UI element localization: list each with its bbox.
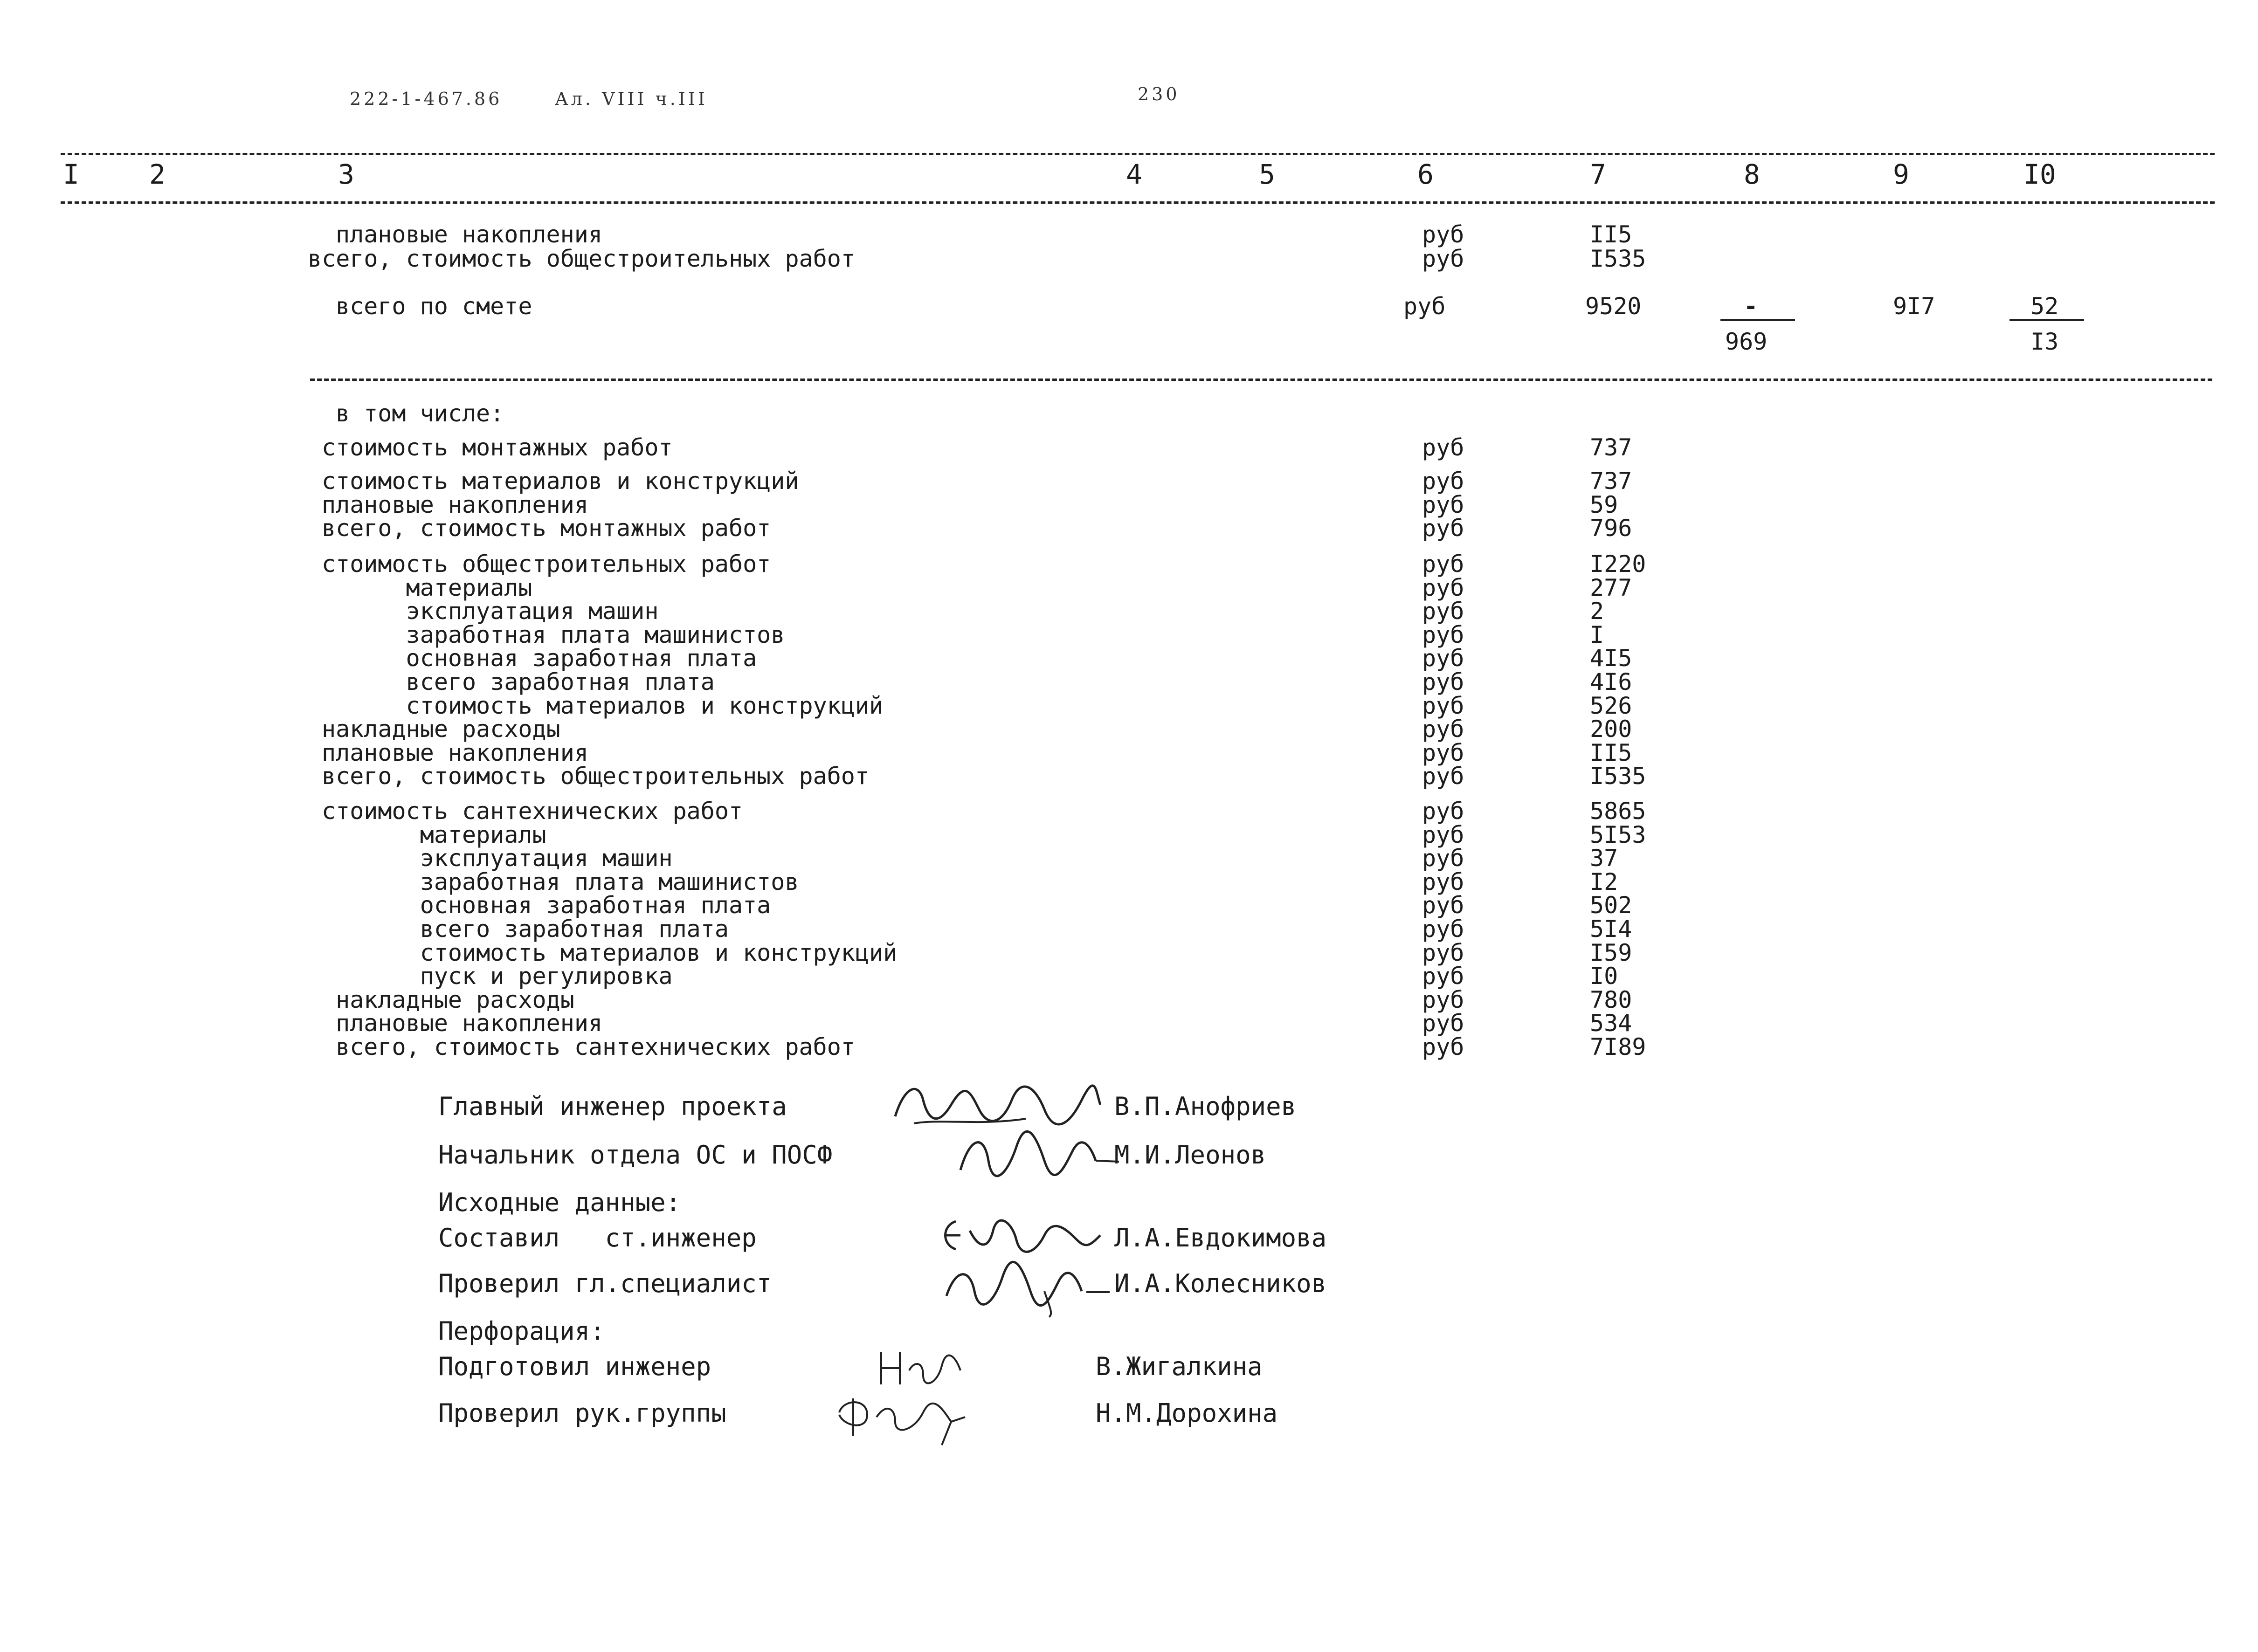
row-unit: руб — [1422, 845, 1464, 872]
row-label: всего заработная плата — [322, 915, 729, 943]
row-unit: руб — [1422, 621, 1464, 648]
row-unit: руб — [1422, 868, 1464, 895]
row-value: 5I53 — [1590, 821, 1646, 848]
header-bottom-rule — [61, 201, 2215, 204]
row-label: заработная плата машинистов — [322, 868, 799, 895]
total-unit: руб — [1403, 293, 1446, 320]
row-value: 780 — [1590, 986, 1632, 1013]
row-value: 2 — [1590, 598, 1604, 625]
row-unit: руб — [1422, 491, 1464, 518]
compiled-name: Л.А.Евдокимова — [1114, 1223, 1327, 1253]
row-value: 200 — [1590, 716, 1632, 743]
row-value: 277 — [1590, 574, 1632, 601]
row-unit: руб — [1422, 716, 1464, 743]
row-value: 5865 — [1590, 798, 1646, 825]
row-unit: руб — [1422, 434, 1464, 461]
row-unit: руб — [1422, 986, 1464, 1013]
prepared-name: В.Жигалкина — [1096, 1352, 1263, 1381]
including-label: в том числе: — [336, 400, 504, 427]
row-label: стоимость материалов и конструкций — [322, 939, 898, 966]
document-code: 222-1-467.86 — [350, 89, 503, 109]
row-unit: руб — [1422, 939, 1464, 966]
column-number: 5 — [1259, 158, 1275, 190]
row-label: всего, стоимость общестроительных работ — [322, 763, 869, 790]
column-number: I0 — [2023, 158, 2056, 190]
row-value: I — [1590, 621, 1604, 648]
prepared-title: Подготовил инженер — [438, 1352, 711, 1381]
row-unit: руб — [1422, 763, 1464, 790]
row-unit: руб — [1422, 551, 1464, 578]
row-unit: руб — [1422, 574, 1464, 601]
group-check-signature — [835, 1380, 974, 1450]
row-unit: руб — [1422, 739, 1464, 766]
row-label: эксплуатация машин — [322, 598, 659, 625]
column-number: 3 — [338, 158, 354, 190]
row-unit: руб — [1422, 1033, 1464, 1060]
row-value: 4I6 — [1590, 668, 1632, 695]
column-number: 6 — [1417, 158, 1434, 190]
total-col10-bottom: I3 — [2030, 328, 2059, 355]
row-unit: руб — [1422, 221, 1464, 248]
group-check-name: Н.М.Дорохина — [1096, 1398, 1278, 1428]
row-unit: руб — [1422, 892, 1464, 919]
row-unit: руб — [1422, 821, 1464, 848]
row-label: материалы — [322, 821, 546, 848]
row-unit: руб — [1422, 692, 1464, 719]
row-value: 37 — [1590, 845, 1618, 872]
row-label: стоимость общестроительных работ — [322, 551, 771, 578]
dept-head-title: Начальник отдела ОС и ПОСФ — [438, 1140, 833, 1170]
row-label: основная заработная плата — [322, 645, 757, 672]
row-value: I535 — [1590, 245, 1646, 272]
column-number: 4 — [1126, 158, 1142, 190]
dept-head-name: М.И.Леонов — [1114, 1140, 1266, 1170]
total-col10-fraction-line — [2009, 319, 2084, 321]
column-number: 9 — [1893, 158, 1909, 190]
chief-engineer-title: Главный инженер проекта — [438, 1092, 787, 1121]
row-value: I0 — [1590, 963, 1618, 990]
row-label: всего заработная плата — [322, 668, 715, 695]
row-unit: руб — [1422, 668, 1464, 695]
row-value: 737 — [1590, 468, 1632, 495]
row-value: 796 — [1590, 515, 1632, 542]
row-value: I220 — [1590, 551, 1646, 578]
dept-head-signature — [956, 1119, 1124, 1184]
row-label: плановые накопления — [336, 221, 602, 248]
column-number: 7 — [1590, 158, 1606, 190]
checked-title: Проверил гл.специалист — [438, 1269, 772, 1298]
row-value: II5 — [1590, 221, 1632, 248]
row-unit: руб — [1422, 515, 1464, 542]
row-unit: руб — [1422, 798, 1464, 825]
column-number: 8 — [1744, 158, 1760, 190]
row-unit: руб — [1422, 645, 1464, 672]
row-label: накладные расходы — [322, 986, 574, 1013]
row-label: стоимость материалов и конструкций — [322, 692, 884, 719]
row-value: II5 — [1590, 739, 1632, 766]
page-number: 230 — [1138, 84, 1180, 104]
row-value: I535 — [1590, 763, 1646, 790]
total-col7: 9520 — [1585, 293, 1642, 320]
row-value: 502 — [1590, 892, 1632, 919]
compiled-title: Составил ст.инженер — [438, 1223, 757, 1253]
row-unit: руб — [1422, 915, 1464, 943]
checked-name: И.А.Колесников — [1114, 1269, 1327, 1298]
row-label: стоимость материалов и конструкций — [322, 468, 799, 495]
row-label: стоимость сантехнических работ — [322, 798, 743, 825]
row-unit: руб — [1422, 963, 1464, 990]
row-label: плановые накопления — [322, 1010, 603, 1037]
row-unit: руб — [1422, 468, 1464, 495]
row-label: плановые накопления — [322, 739, 588, 766]
row-value: I2 — [1590, 868, 1618, 895]
checked-signature — [937, 1249, 1114, 1319]
total-col9: 9I7 — [1893, 293, 1935, 320]
album-reference: Ал. VIII ч.III — [555, 89, 708, 109]
total-col8-bottom: 969 — [1725, 328, 1768, 355]
row-label: стоимость монтажных работ — [322, 434, 673, 461]
total-col10-top: 52 — [2030, 293, 2059, 320]
row-label: основная заработная плата — [322, 892, 771, 919]
row-label: пуск и регулировка — [322, 963, 673, 990]
row-label: материалы — [322, 574, 532, 601]
row-label: всего, стоимость монтажных работ — [322, 515, 771, 542]
row-value: 59 — [1590, 491, 1618, 518]
chief-engineer-name: В.П.Анофриев — [1114, 1092, 1297, 1121]
row-label: заработная плата машинистов — [322, 621, 785, 648]
header-top-rule — [61, 153, 2215, 155]
section-divider — [310, 379, 2212, 381]
row-value: I59 — [1590, 939, 1632, 966]
row-value: 7I89 — [1590, 1033, 1646, 1060]
row-label: всего, стоимость общестроительных работ — [308, 245, 855, 272]
total-label: всего по смете — [336, 293, 532, 320]
perforation-label: Перфорация: — [438, 1316, 605, 1346]
row-unit: руб — [1422, 1010, 1464, 1037]
total-col8-fraction-line — [1720, 319, 1795, 321]
row-label: эксплуатация машин — [322, 845, 673, 872]
row-value: 4I5 — [1590, 645, 1632, 672]
column-number: 2 — [149, 158, 166, 190]
row-value: 534 — [1590, 1010, 1632, 1037]
row-label: плановые накопления — [322, 491, 588, 518]
total-col8-top: - — [1744, 293, 1758, 320]
group-check-title: Проверил рук.группы — [438, 1398, 726, 1428]
row-value: 526 — [1590, 692, 1632, 719]
row-label: всего, стоимость сантехнических работ — [322, 1033, 855, 1060]
row-value: 737 — [1590, 434, 1632, 461]
row-unit: руб — [1422, 245, 1464, 272]
column-number: I — [63, 158, 79, 190]
source-data-label: Исходные данные: — [438, 1188, 681, 1217]
row-unit: руб — [1422, 598, 1464, 625]
row-label: накладные расходы — [322, 716, 560, 743]
row-value: 5I4 — [1590, 915, 1632, 943]
